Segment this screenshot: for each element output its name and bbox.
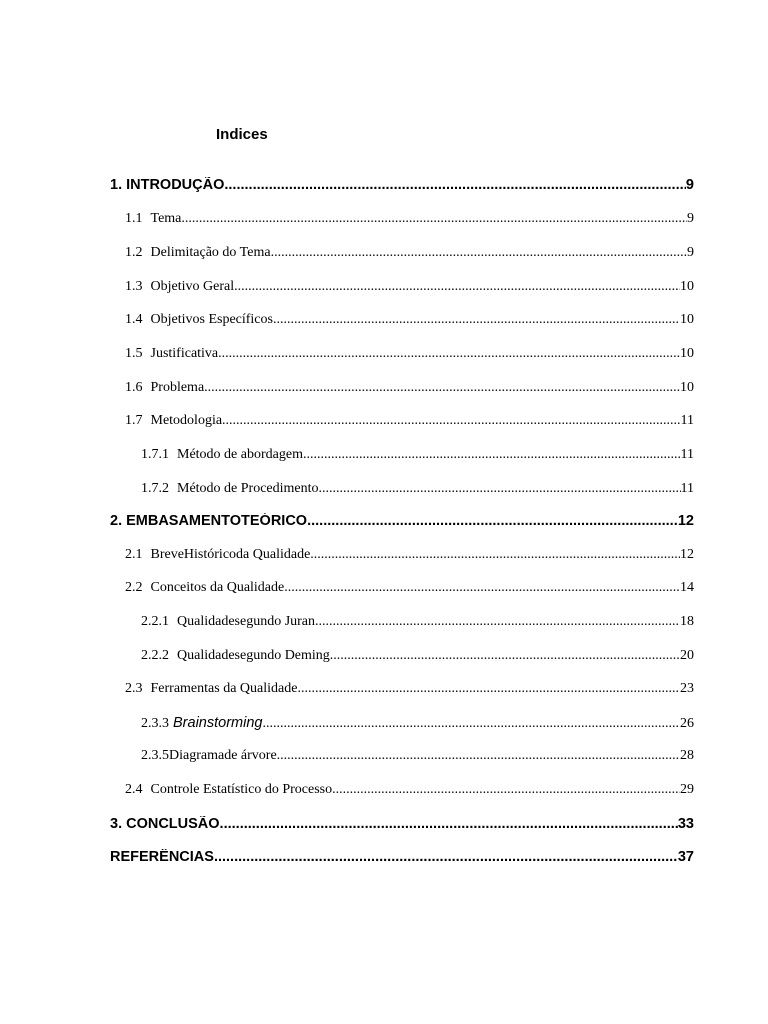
toc-entry-page: 12	[680, 547, 694, 562]
toc-entry-1-3[interactable]	[125, 279, 694, 299]
toc-entry-label: Problema	[150, 380, 205, 395]
toc-entry-label: Ferramentas da Qualidade	[150, 681, 298, 696]
toc-entry-number: 3.	[110, 816, 123, 832]
toc-entry-number: 2.1	[125, 547, 143, 562]
toc-entry-label: Conceitos da Qualidade	[150, 580, 285, 595]
toc-entry-page: 11	[680, 413, 694, 428]
toc-entry-1-1[interactable]	[125, 211, 694, 231]
toc-entry-1-7-2[interactable]	[141, 481, 694, 501]
toc-entry-number: 1.7.2	[141, 481, 169, 496]
toc-entry-1-6[interactable]	[125, 380, 694, 400]
toc-entry-page: 18	[680, 614, 694, 629]
dot-leader	[224, 177, 686, 193]
toc-entry-label: Brainstorming	[173, 715, 263, 731]
dot-leader	[315, 614, 680, 630]
toc-entry-number: 1.7.1	[141, 447, 169, 462]
toc-entry-number: 1.5	[125, 346, 143, 361]
dot-leader	[214, 849, 678, 865]
toc-entry-label: Qualidadesegundo Deming	[177, 648, 330, 663]
toc-entry-page: 11	[680, 481, 694, 496]
dot-leader	[332, 782, 680, 798]
toc-entry-page: 11	[680, 447, 694, 462]
toc-entry-label: Qualidadesegundo Juran	[177, 614, 316, 629]
toc-title: Indices	[216, 126, 268, 143]
toc-entry-page: 33	[677, 816, 694, 832]
dot-leader	[234, 279, 680, 295]
toc-entry-label: EMBASAMENTOTEÓRICO	[126, 513, 308, 529]
toc-entry-page: 23	[680, 681, 694, 696]
toc-entry-label: Justificativa	[150, 346, 219, 361]
toc-entry-label: Tema	[150, 211, 182, 226]
toc-entry-number: 2.2.1	[141, 614, 169, 629]
dot-leader	[297, 681, 680, 697]
dot-leader	[277, 748, 680, 764]
toc-entry-page: 10	[680, 312, 694, 327]
toc-entry-number: 2.3.3	[141, 716, 169, 731]
toc-entry-number: 2.3	[125, 681, 143, 696]
dot-leader	[307, 513, 678, 529]
dot-leader	[284, 580, 680, 596]
toc-entry-number: 1.3	[125, 279, 143, 294]
toc-entry-2-3-3[interactable]	[141, 715, 694, 735]
dot-leader	[204, 380, 680, 396]
toc-entry-label: Controle Estatístico do Processo	[150, 782, 333, 797]
dot-leader	[310, 547, 680, 563]
toc-entry-page: 12	[677, 513, 694, 529]
dot-leader	[271, 245, 687, 261]
toc-entry-number: 2.2	[125, 580, 143, 595]
toc-entry-label: BreveHistóricoda Qualidade	[150, 547, 311, 562]
toc-entry-label: Diagramade árvore	[169, 748, 277, 763]
toc-entry-page: 20	[680, 648, 694, 663]
toc-entry-label: Metodologia	[150, 413, 223, 428]
toc-entry-3[interactable]	[110, 816, 694, 836]
toc-entry-number: 2.2.2	[141, 648, 169, 663]
toc-entry-page: 37	[677, 849, 694, 865]
toc-entry-label: CONCLUSÃO	[126, 816, 220, 832]
toc-entry-page: 10	[680, 380, 694, 395]
toc-entry-2-2-1[interactable]	[141, 614, 694, 634]
toc-entry-label: Objetivos Específicos	[150, 312, 273, 327]
dot-leader	[262, 716, 680, 732]
toc-entry-1-4[interactable]	[125, 312, 694, 332]
toc-entry-number: 1.	[110, 177, 123, 193]
dot-leader	[222, 413, 680, 429]
dot-leader	[220, 816, 678, 832]
toc-entry-2-3[interactable]	[125, 681, 694, 701]
toc-entry-2-3-5[interactable]	[141, 748, 694, 768]
dot-leader	[273, 312, 680, 328]
toc-entry-1-2[interactable]	[125, 245, 694, 265]
toc-entry-referencias[interactable]	[110, 849, 694, 869]
toc-entry-2-2[interactable]	[125, 580, 694, 600]
toc-entry-page: 14	[680, 580, 694, 595]
toc-entry-label: INTRODUÇÃO	[126, 177, 225, 193]
toc-entry-2[interactable]	[110, 513, 694, 533]
toc-entry-number: 1.1	[125, 211, 143, 226]
toc-entry-label: REFERÊNCIAS	[110, 849, 214, 865]
toc-entry-page: 9	[687, 211, 694, 226]
toc-entry-number: 1.7	[125, 413, 143, 428]
toc-entry-number: 2.4	[125, 782, 143, 797]
toc-entry-label: Objetivo Geral	[150, 279, 235, 294]
toc-entry-number: 2.3.5	[141, 748, 169, 763]
dot-leader	[330, 648, 680, 664]
toc-entry-label: Método de Procedimento	[177, 481, 319, 496]
toc-entry-2-2-2[interactable]	[141, 648, 694, 668]
toc-entry-number: 1.2	[125, 245, 143, 260]
toc-entry-label: Método de abordagem	[177, 447, 303, 462]
toc-entry-1-7[interactable]	[125, 413, 694, 433]
dot-leader	[218, 346, 680, 362]
toc-entry-number: 1.6	[125, 380, 143, 395]
toc-entry-2-4[interactable]	[125, 782, 694, 802]
toc-entry-page: 9	[685, 177, 694, 193]
toc-entry-1-7-1[interactable]	[141, 447, 694, 467]
toc-entry-number: 2.	[110, 513, 123, 529]
toc-entry-label: Delimitação do Tema	[150, 245, 271, 260]
toc-entry-number: 1.4	[125, 312, 143, 327]
dot-leader	[181, 211, 687, 227]
toc-entry-2-1[interactable]	[125, 547, 694, 567]
dot-leader	[303, 447, 681, 463]
toc-entry-page: 29	[680, 782, 694, 797]
toc-entry-page: 28	[680, 748, 694, 763]
dot-leader	[319, 481, 681, 497]
toc-entry-1[interactable]	[110, 177, 694, 197]
toc-entry-page: 10	[680, 346, 694, 361]
toc-entry-page: 10	[680, 279, 694, 294]
toc-entry-page: 9	[687, 245, 694, 260]
toc-entry-1-5[interactable]	[125, 346, 694, 366]
toc-entry-page: 26	[680, 716, 694, 731]
